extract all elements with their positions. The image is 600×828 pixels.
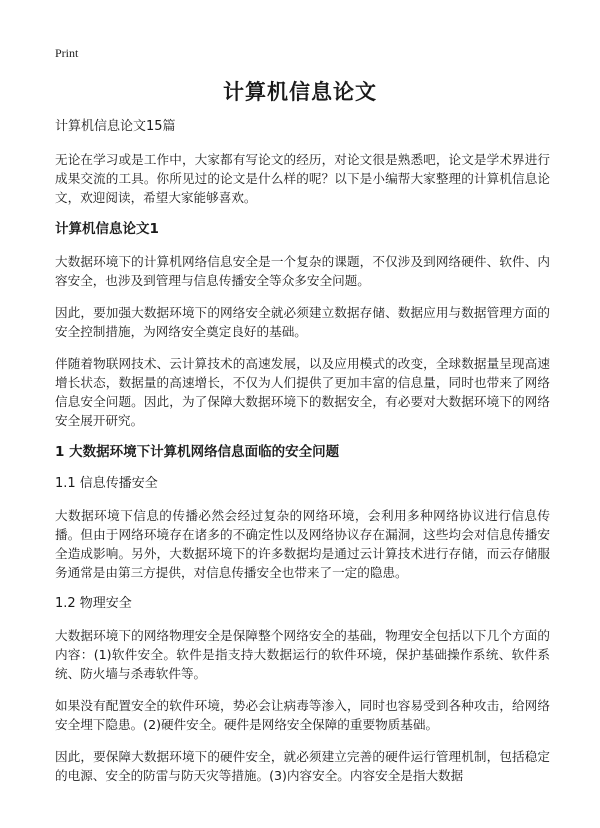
page-title: 计算机信息论文 xyxy=(223,80,377,104)
subsubsection-heading: 1.2 物理安全 xyxy=(55,596,132,611)
intro-paragraph: 无论在学习或是工作中，大家都有写论文的经历，对论文很是熟悉吧，论文是学术界进行成果交流的工具。你所见过的论文是什么样的呢？以下是小编帮大家整理的计算机信息论文，欢迎阅读，希望大家能够喜欢。 xyxy=(55,152,550,205)
subsubsection-heading: 1.1 信息传播安全 xyxy=(55,476,158,491)
paragraph: 大数据环境下信息的传播必然会经过复杂的网络环境，会利用多种网络协议进行信息传播。但由于网络环境存在诸多的不确定性以及网络协议存在漏洞，这些均会对信息传播安全造成影响。另外，大数据环境下的许多数据均是通过云计算技术进行存储，而云存储服务通常是由第三方提供，对信息传播安全也带来了一定的隐患。 xyxy=(55,508,550,580)
paragraph: 大数据环境下的计算机网络信息安全是一个复杂的课题，不仅涉及到网络硬件、软件、内容安全，也涉及到管理与信息传播安全等众多安全问题。 xyxy=(55,254,550,288)
paragraph: 因此，要保障大数据环境下的硬件安全，就必须建立完善的硬件运行管理机制，包括稳定的电源、安全的防雷与防天灾等措施。(3)内容安全。内容安全是指大数据 xyxy=(55,749,550,783)
paragraph: 伴随着物联网技术、云计算技术的高速发展，以及应用模式的改变，全球数据量呈现高速增长状态，数据量的高速增长，不仅为人们提供了更加丰富的信息量，同时也带来了网络信息安全问题。因此，为了保障大数据环境下的数据安全，有必要对大数据环境下的网络安全展开研究。 xyxy=(55,356,550,428)
paragraph: 因此，要加强大数据环境下的网络安全就必须建立数据存储、数据应用与数据管理方面的安全控制措施，为网络安全奠定良好的基础。 xyxy=(55,305,550,339)
article-subtitle: 计算机信息论文15篇 xyxy=(55,119,176,134)
paragraph: 大数据环境下的网络物理安全是保障整个网络安全的基础，物理安全包括以下几个方面的内容：(1)软件安全。软件是指支持大数据运行的软件环境，保护基础操作系统、软件系统、防火墙与杀毒软件等。 xyxy=(55,628,550,681)
section-heading: 计算机信息论文1 xyxy=(55,221,159,237)
subsection-heading: 1 大数据环境下计算机网络信息面临的安全问题 xyxy=(55,444,340,460)
print-link[interactable]: Print xyxy=(55,46,79,60)
article-body xyxy=(55,118,550,798)
paragraph: 如果没有配置安全的软件环境，势必会让病毒等渗入，同时也容易受到各种攻击，给网络安全埋下隐患。(2)硬件安全。硬件是网络安全保障的重要物质基础。 xyxy=(55,698,550,732)
